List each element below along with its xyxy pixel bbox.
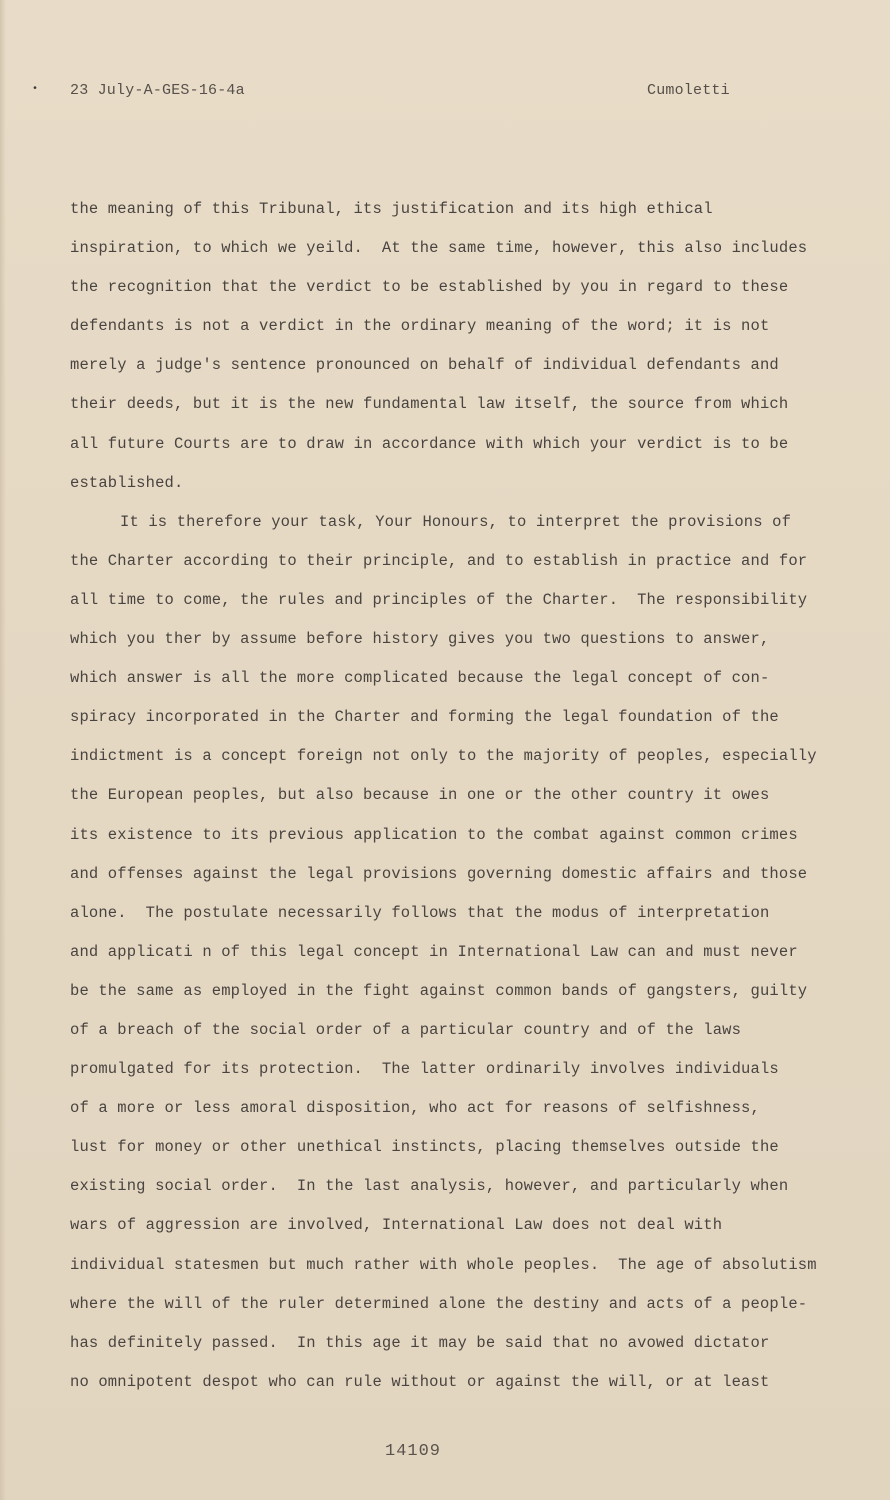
text-line: be the same as employed in the fight against common bands of gangsters, guilty: [70, 981, 808, 1000]
text-line: no omnipotent despot who can rule without or against the will, or at least: [70, 1372, 770, 1391]
text-line: all time to come, the rules and principles of the Charter. The responsibility: [70, 590, 808, 609]
text-line: defendants is not a verdict in the ordinary meaning of the word; it is not: [70, 317, 770, 336]
text-line: existing social order. In the last analysis, however, and particularly when: [70, 1177, 789, 1196]
text-line: and offenses against the legal provisions governing domestic affairs and those: [70, 864, 808, 883]
text-line: which you ther by assume before history gives you two questions to answer,: [70, 630, 770, 649]
text-line: lust for money or other unethical instincts, placing themselves outside the: [70, 1138, 779, 1157]
speaker-name: Cumoletti: [647, 82, 730, 99]
text-line: has definitely passed. In this age it may be said that no avowed dictator: [70, 1333, 770, 1352]
body-text: [70, 196, 830, 1408]
text-line: wars of aggression are involved, International Law does not deal with: [70, 1216, 723, 1235]
paper-edge: [0, 0, 6, 1500]
text-line: their deeds, but it is the new fundamental law itself, the source from which: [70, 395, 789, 414]
text-line: inspiration, to which we yeild. At the same time, however, this also includes: [70, 239, 808, 258]
text-line: indictment is a concept foreign not only to the majority of peoples, especially: [70, 747, 817, 766]
text-line: its existence to its previous application to the combat against common crimes: [70, 825, 798, 844]
text-line: which answer is all the more complicated because the legal concept of con-: [70, 669, 770, 688]
text-line: promulgated for its protection. The latter ordinarily involves individuals: [70, 1060, 779, 1079]
text-line: of a more or less amoral disposition, who act for reasons of selfishness,: [70, 1099, 760, 1118]
text-line: the meaning of this Tribunal, its justification and its high ethical: [70, 200, 713, 218]
text-line: the Charter according to their principle, and to establish in practice and for: [70, 551, 808, 570]
page-number: 14109: [385, 1442, 442, 1461]
document-reference: 23 July-A-GES-16-4a: [70, 82, 245, 99]
text-line: alone. The postulate necessarily follows that the modus of interpretation: [70, 903, 770, 922]
text-line: of a breach of the social order of a particular country and of the laws: [70, 1020, 742, 1039]
text-line: It is therefore your task, Your Honours, to interpret the provisions of: [120, 512, 792, 531]
text-line: the recognition that the verdict to be established by you in regard to these: [70, 278, 789, 297]
margin-mark: •: [32, 84, 39, 95]
text-line: where the will of the ruler determined alone the destiny and acts of a people-: [70, 1294, 808, 1313]
text-line: spiracy incorporated in the Charter and forming the legal foundation of the: [70, 708, 779, 727]
text-line: merely a judge's sentence pronounced on behalf of individual defendants and: [70, 356, 779, 375]
text-line: established.: [70, 473, 184, 492]
text-line: all future Courts are to draw in accordance with which your verdict is to be: [70, 434, 789, 453]
text-line: individual statesmen but much rather with whole peoples. The age of absolutism: [70, 1255, 817, 1274]
text-line: the European peoples, but also because in one or the other country it owes: [70, 786, 770, 805]
text-line: and applicati n of this legal concept in International Law can and must never: [70, 942, 798, 961]
